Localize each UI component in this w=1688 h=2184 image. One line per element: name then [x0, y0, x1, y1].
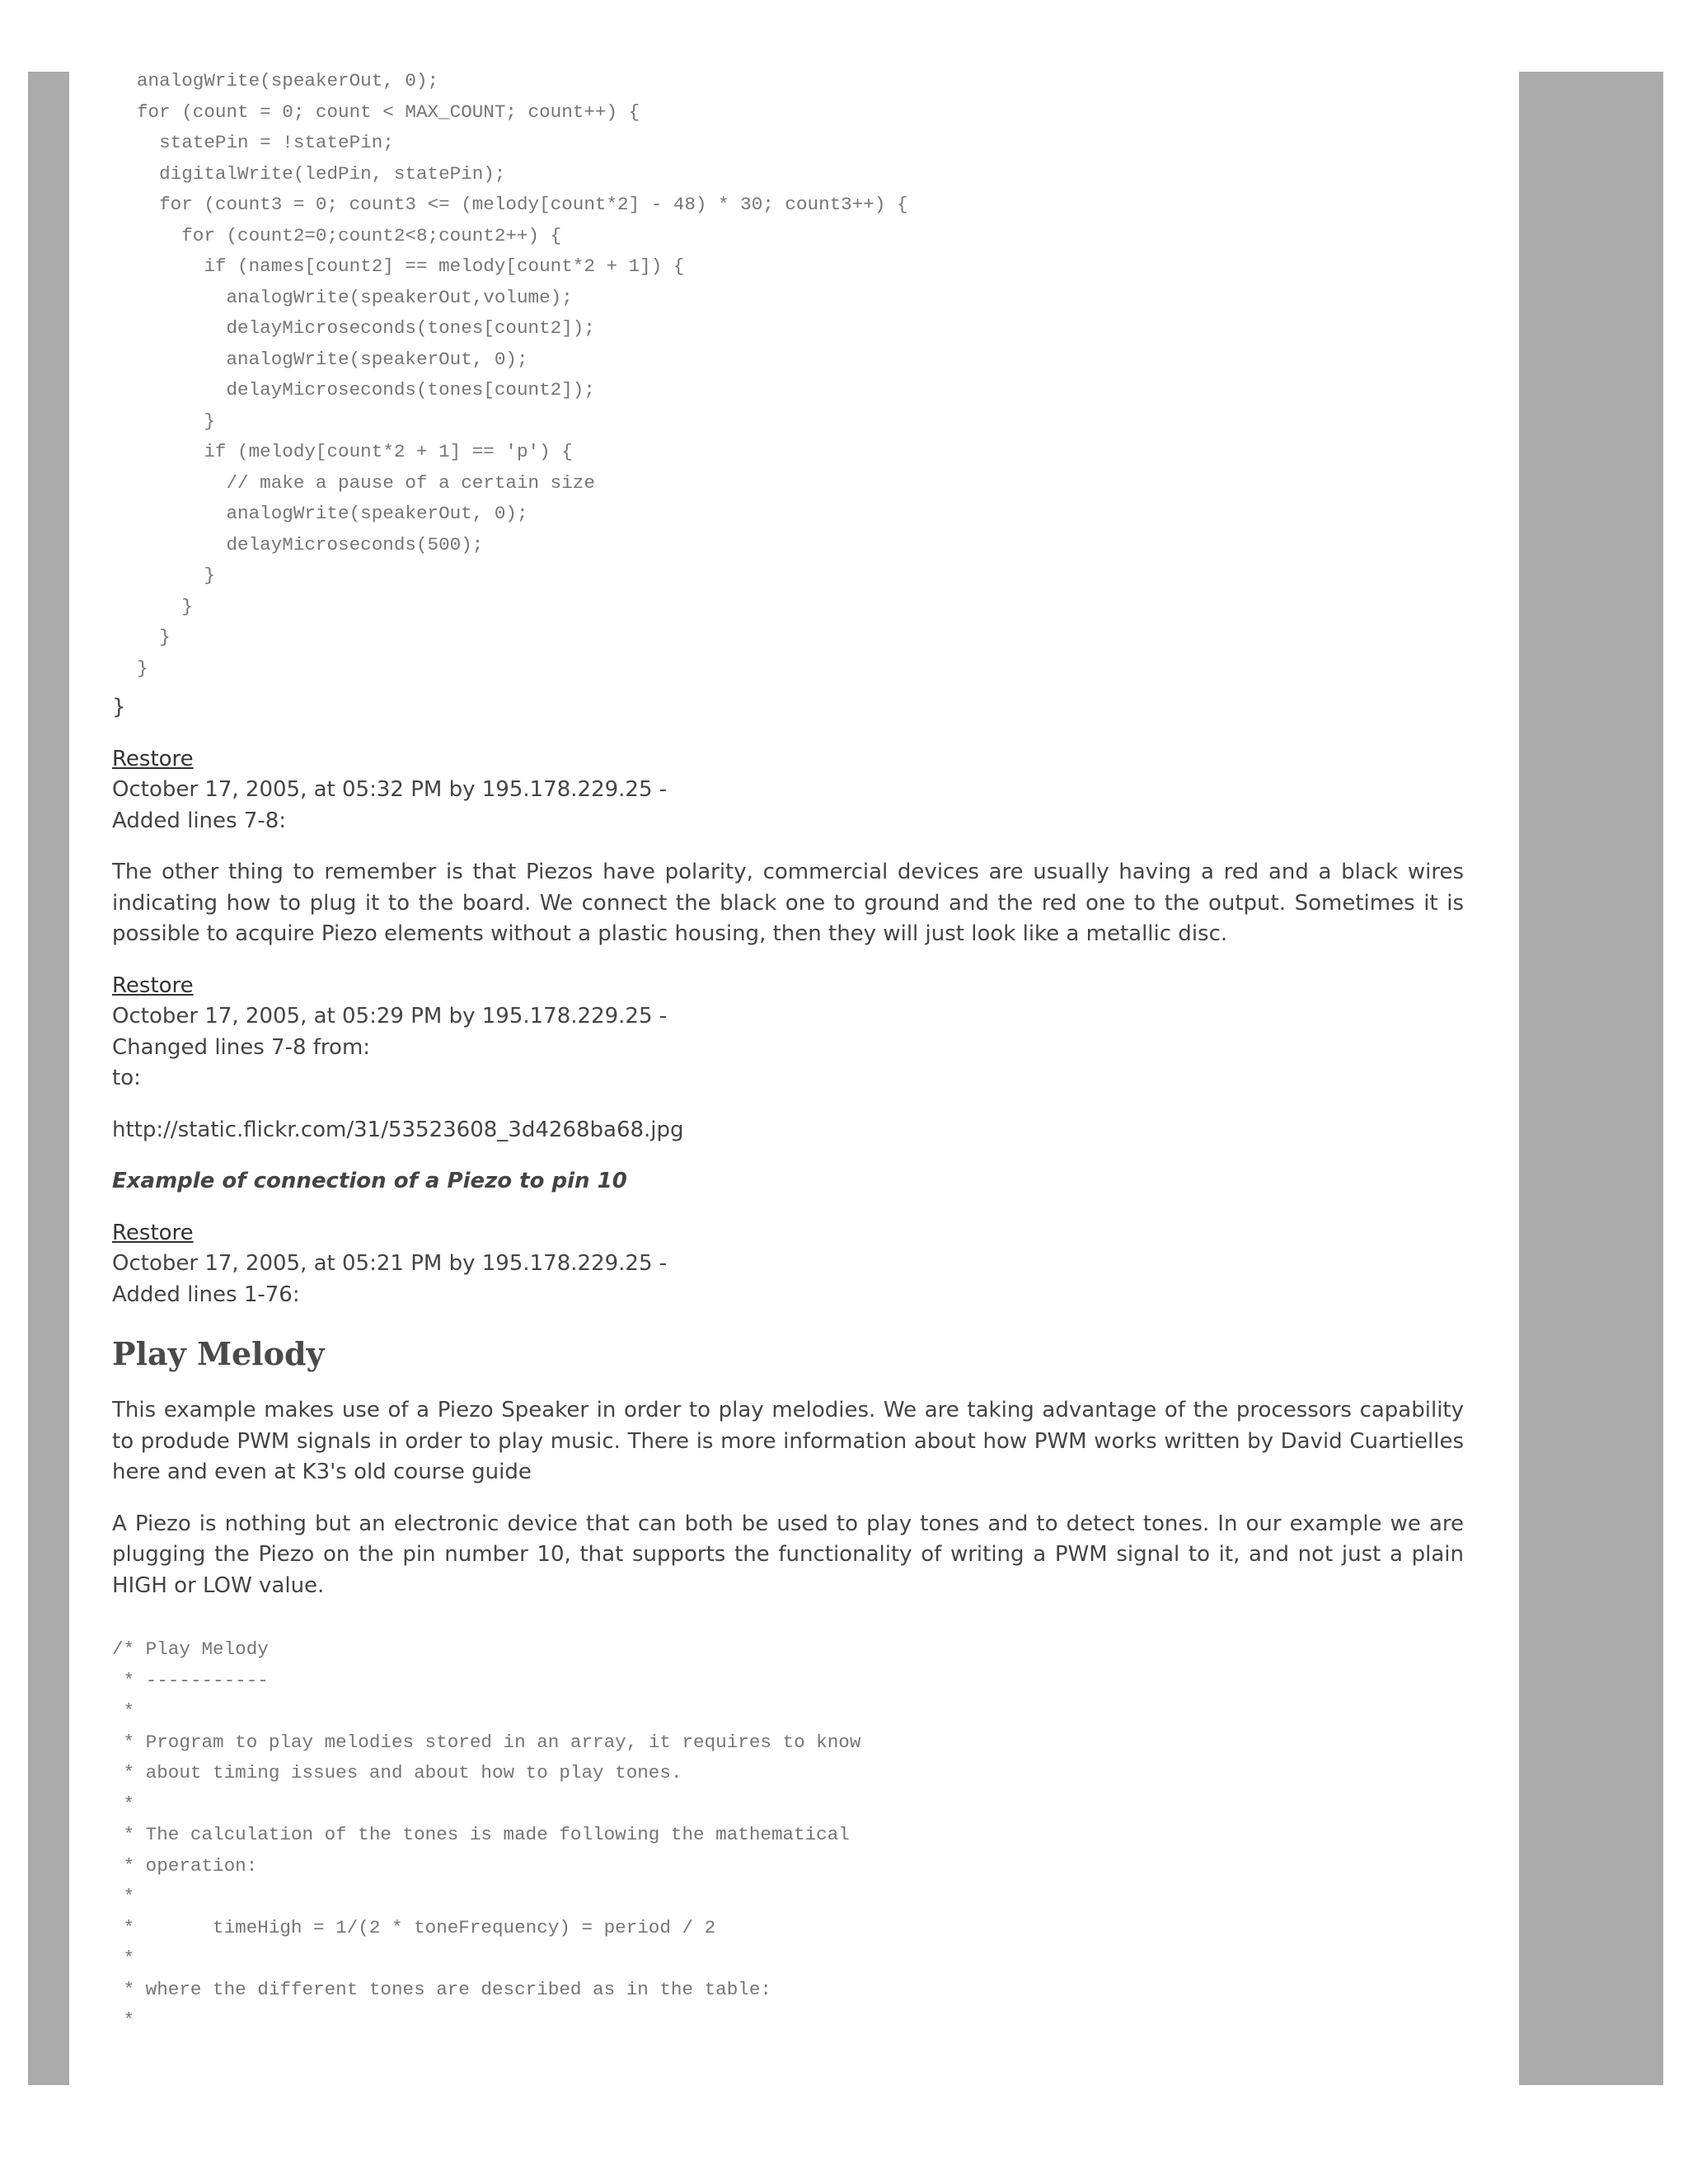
revision-entry: [112, 744, 1464, 837]
code-closing-brace: }: [112, 695, 126, 719]
piezo-polarity-paragraph: The other thing to remember is that Piezos have polarity, commercial devices are usually having a red and a black wires indicating how to plug it to the board. We connect the black one to ground and the red one to the output. Sometimes it is possible to acquire Piezo elements without a plastic housing, then they will just look like a metallic disc.: [112, 860, 1464, 946]
image-url: http://static.flickr.com/31/53523608_3d4268ba68.jpg: [112, 1117, 684, 1142]
page-content: [112, 66, 1464, 2036]
revision-entry: [112, 971, 1464, 1094]
right-margin-bar: [1519, 72, 1663, 2085]
section-title: Play Melody: [112, 1335, 325, 1372]
image-caption: Example of connection of a Piezo to pin 10: [112, 1169, 627, 1193]
revision-meta: October 17, 2005, at 05:32 PM by 195.178.229.25 -: [112, 777, 668, 802]
left-margin-bar: [28, 72, 69, 2085]
intro-paragraph: This example makes use of a Piezo Speaker in order to play melodies. We are taking advantage of the processors capability to produde PWM signals in order to play music. There is more information about how PWM works written by David Cuartielles here and even at K3's old course guide: [112, 1398, 1464, 1484]
code-block-header-comment: /* Play Melody * ----------- * * Program to play melodies stored in an array, it requires to know * about timing issues and about how to play tones. * * The calculation of the tones is made following the mathematical * operation: * * timeHigh = 1/(2 * toneFrequency) = period / 2 * * where the different tones are described as in the table: *: [112, 1638, 861, 2031]
piezo-description-paragraph: A Piezo is nothing but an electronic device that can both be used to play tones and to detect tones. In our example we are plugging the Piezo on the pin number 10, that supports the functionality of writing a PWM signal to it, and not just a plain HIGH or LOW value.: [112, 1511, 1464, 1598]
restore-link[interactable]: Restore: [112, 746, 194, 771]
revision-meta: October 17, 2005, at 05:29 PM by 195.178.229.25 -: [112, 1004, 668, 1029]
code-block-melody-loop: analogWrite(speakerOut, 0); for (count = 0; count < MAX_COUNT; count++) { statePin = !statePin; digitalWrite(ledPin, statePin); for (count3 = 0; count3 <= (melody[count*2] - 48) * 30; count3++) { for (count2=0;count2<8;count2++) { if (names[count2] == melody[count*2 + 1]) { analogWrite(speakerOut,volume); delayMicroseconds(tones[count2]); analogWrite(speakerOut, 0); delayMicroseconds(tones[count2]); } if (melody[count*2 + 1] == 'p') { // make a pause of a certain size analogWrite(speakerOut, 0); delayMicroseconds(500); } } } }: [137, 70, 908, 679]
revision-change: Added lines 1-76:: [112, 1282, 300, 1307]
revision-entry: [112, 1218, 1464, 1311]
restore-link[interactable]: Restore: [112, 1220, 194, 1245]
revision-change: Changed lines 7-8 from:: [112, 1034, 371, 1060]
revision-change: Added lines 7-8:: [112, 808, 287, 833]
revision-to: to:: [112, 1066, 141, 1090]
restore-link[interactable]: Restore: [112, 972, 194, 998]
revision-meta: October 17, 2005, at 05:21 PM by 195.178.229.25 -: [112, 1251, 668, 1276]
